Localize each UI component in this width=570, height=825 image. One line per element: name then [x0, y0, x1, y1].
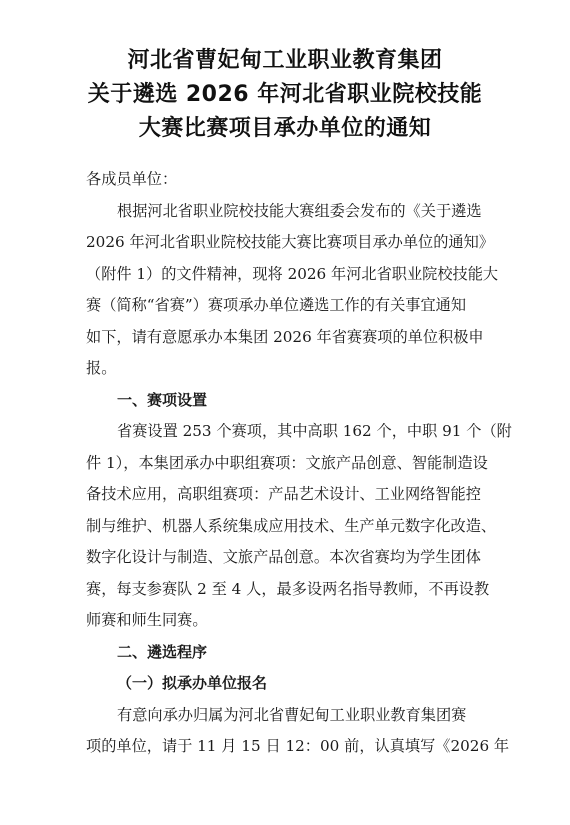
paragraph-line: 省赛设置 253 个赛项，其中高职 162 个，中职 91 个（附 — [117, 422, 512, 440]
paragraph-line: 如下，请有意愿承办本集团 2026 年省赛赛项的单位积极申 — [86, 327, 484, 346]
paragraph-line: 赛（简称“省赛”）赛项承办单位遴选工作的有关事宜通知 — [86, 296, 467, 314]
paragraph-line: 赛，每支参赛队 2 至 4 人，最多设两名指导教师，不再设教 — [86, 579, 490, 598]
section-heading: 一、赛项设置 — [117, 390, 208, 409]
title-line-1: 河北省曹妃甸工业职业教育集团 — [127, 48, 443, 73]
paragraph-line: 报。 — [86, 359, 117, 377]
section-heading: 二、遴选程序 — [117, 642, 208, 661]
document-body — [86, 164, 512, 763]
salutation: 各成员单位： — [86, 170, 178, 188]
subsection-heading: （一）拟承办单位报名 — [117, 674, 268, 692]
title-line-2: 关于遴选 2026 年河北省职业院校技能 — [87, 82, 483, 107]
paragraph-line: 有意向承办归属为河北省曹妃甸工业职业教育集团赛 — [117, 705, 467, 724]
document-title — [0, 44, 570, 146]
paragraph-line: 2026 年河北省职业院校技能大赛比赛项目承办单位的通知》 — [86, 233, 494, 251]
paragraph-line: 数字化设计与制造、文旅产品创意。本次省赛均为学生团体 — [86, 548, 481, 566]
title-line-3: 大赛比赛项目承办单位的通知 — [138, 116, 432, 141]
paragraph-line: 件 1），本集团承办中职组赛项：文旅产品创意、智能制造设 — [86, 453, 488, 472]
paragraph-line: （附件 1）的文件精神，现将 2026 年河北省职业院校技能大 — [86, 264, 499, 283]
paragraph-line: 项的单位，请于 11 月 15 日 12：00 前，认真填写《2026 年 — [86, 737, 510, 755]
paragraph-line: 制与维护、机器人系统集成应用技术、生产单元数字化改造、 — [86, 516, 497, 535]
paragraph-line: 师赛和师生同赛。 — [86, 611, 208, 629]
paragraph-line: 根据河北省职业院校技能大赛组委会发布的《关于遴选 — [117, 201, 482, 220]
paragraph-line: 备技术应用，高职组赛项：产品艺术设计、工业网络智能控 — [86, 485, 481, 503]
